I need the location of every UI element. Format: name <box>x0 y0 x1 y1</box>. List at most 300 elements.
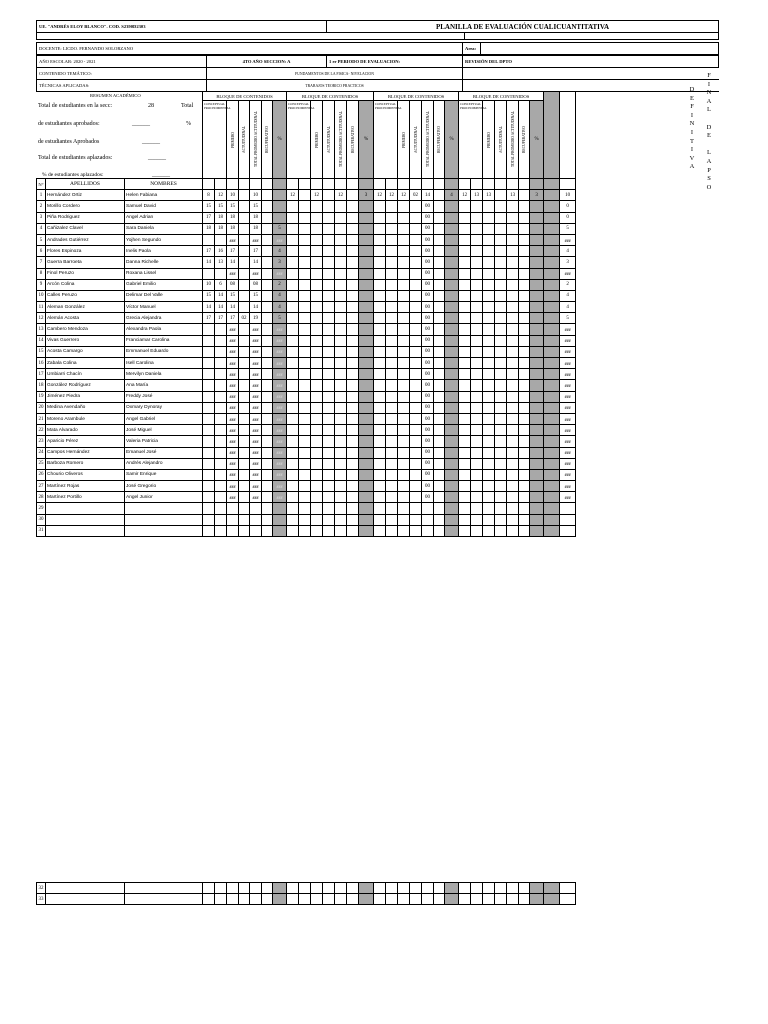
grade-cell[interactable]: 00 <box>422 402 434 413</box>
grade-cell[interactable] <box>434 313 445 324</box>
grade-cell[interactable] <box>323 380 335 391</box>
grade-cell[interactable] <box>374 358 386 369</box>
grade-cell[interactable] <box>273 894 287 905</box>
grade-cell[interactable] <box>299 313 311 324</box>
grade-cell[interactable]: ### <box>227 469 239 480</box>
grade-cell[interactable] <box>239 223 250 234</box>
grade-cell[interactable] <box>347 391 359 402</box>
grade-cell[interactable] <box>347 894 359 905</box>
grade-cell[interactable] <box>459 469 471 480</box>
grade-cell[interactable]: 15 <box>215 201 227 212</box>
grade-cell[interactable] <box>239 302 250 313</box>
grade-cell[interactable] <box>398 402 410 413</box>
student-name[interactable]: Mervilyn Daniela <box>125 369 203 380</box>
final-grade-cell[interactable]: ### <box>560 380 576 391</box>
grade-cell[interactable] <box>459 246 471 257</box>
grade-cell[interactable] <box>262 436 273 447</box>
grade-cell[interactable] <box>323 335 335 346</box>
grade-cell[interactable] <box>434 402 445 413</box>
grade-cell[interactable]: ### <box>250 458 262 469</box>
grade-cell[interactable] <box>386 369 398 380</box>
grade-cell[interactable] <box>323 436 335 447</box>
grade-cell[interactable] <box>507 458 519 469</box>
student-name[interactable]: Víctor Manuel <box>125 302 203 313</box>
grade-cell[interactable] <box>215 369 227 380</box>
grade-cell[interactable] <box>422 894 434 905</box>
grade-cell[interactable] <box>347 223 359 234</box>
grade-cell[interactable] <box>483 481 495 492</box>
grade-cell[interactable] <box>215 447 227 458</box>
grade-cell[interactable] <box>374 302 386 313</box>
grade-cell[interactable] <box>347 369 359 380</box>
grade-cell[interactable] <box>471 425 483 436</box>
grade-cell[interactable] <box>311 514 323 525</box>
grade-cell[interactable]: 00 <box>422 212 434 223</box>
grade-cell[interactable] <box>262 447 273 458</box>
grade-cell[interactable]: 12 <box>215 190 227 201</box>
grade-cell[interactable] <box>299 883 311 894</box>
grade-cell[interactable] <box>347 190 359 201</box>
grade-cell[interactable]: ### <box>250 481 262 492</box>
grade-cell[interactable] <box>215 391 227 402</box>
grade-cell[interactable] <box>519 346 530 357</box>
grade-cell[interactable] <box>495 279 507 290</box>
grade-cell[interactable] <box>335 402 347 413</box>
grade-cell[interactable]: 00 <box>422 290 434 301</box>
grade-cell[interactable] <box>507 503 519 514</box>
student-name[interactable] <box>125 525 203 536</box>
grade-cell[interactable] <box>422 883 434 894</box>
grade-cell[interactable] <box>299 335 311 346</box>
grade-cell[interactable] <box>239 391 250 402</box>
student-surname[interactable]: Umbiarri Chacín <box>46 369 125 380</box>
student-surname[interactable]: Andrades Gutiérrez <box>46 234 125 245</box>
grade-cell[interactable] <box>398 290 410 301</box>
grade-cell[interactable] <box>398 223 410 234</box>
grade-cell[interactable] <box>323 324 335 335</box>
grade-cell[interactable] <box>239 268 250 279</box>
final-grade-cell[interactable]: ### <box>560 369 576 380</box>
student-name[interactable]: Isell Carolina <box>125 358 203 369</box>
grade-cell[interactable] <box>299 346 311 357</box>
grade-cell[interactable]: ### <box>227 425 239 436</box>
grade-cell[interactable]: 15 <box>227 290 239 301</box>
grade-cell[interactable] <box>311 894 323 905</box>
grade-cell[interactable] <box>239 212 250 223</box>
grade-cell[interactable] <box>347 290 359 301</box>
final-grade-cell[interactable]: 4 <box>560 290 576 301</box>
grade-cell[interactable] <box>410 201 422 212</box>
grade-cell[interactable] <box>519 447 530 458</box>
grade-cell[interactable] <box>507 257 519 268</box>
grade-cell[interactable] <box>311 335 323 346</box>
grade-cell[interactable] <box>262 481 273 492</box>
grade-cell[interactable] <box>459 313 471 324</box>
grade-cell[interactable] <box>495 525 507 536</box>
grade-cell[interactable]: 15 <box>203 290 215 301</box>
grade-cell[interactable] <box>299 279 311 290</box>
grade-cell[interactable] <box>262 469 273 480</box>
grade-cell[interactable]: 00 <box>422 413 434 424</box>
student-surname[interactable]: Cambero Mendoza <box>46 324 125 335</box>
grade-cell[interactable] <box>323 391 335 402</box>
grade-cell[interactable] <box>239 246 250 257</box>
grade-cell[interactable]: 02 <box>239 313 250 324</box>
grade-cell[interactable] <box>335 883 347 894</box>
grade-cell[interactable] <box>495 201 507 212</box>
grade-cell[interactable] <box>459 212 471 223</box>
grade-cell[interactable]: 00 <box>422 257 434 268</box>
grade-cell[interactable] <box>347 257 359 268</box>
grade-cell[interactable] <box>519 324 530 335</box>
student-surname[interactable]: Martínez Rojas <box>46 481 125 492</box>
grade-cell[interactable] <box>434 525 445 536</box>
grade-cell[interactable]: 12 <box>311 190 323 201</box>
grade-cell[interactable] <box>471 268 483 279</box>
grade-cell[interactable]: ### <box>250 447 262 458</box>
grade-cell[interactable] <box>374 369 386 380</box>
grade-cell[interactable] <box>495 481 507 492</box>
grade-cell[interactable] <box>519 503 530 514</box>
grade-cell[interactable] <box>215 436 227 447</box>
grade-cell[interactable] <box>239 447 250 458</box>
grade-cell[interactable] <box>530 894 544 905</box>
grade-cell[interactable] <box>374 257 386 268</box>
grade-cell[interactable] <box>262 458 273 469</box>
grade-cell[interactable] <box>483 413 495 424</box>
grade-cell[interactable] <box>386 402 398 413</box>
grade-cell[interactable] <box>519 279 530 290</box>
grade-cell[interactable] <box>374 391 386 402</box>
grade-cell[interactable] <box>250 503 262 514</box>
grade-cell[interactable] <box>239 481 250 492</box>
grade-cell[interactable] <box>471 436 483 447</box>
grade-cell[interactable] <box>347 302 359 313</box>
grade-cell[interactable] <box>262 514 273 525</box>
grade-cell[interactable] <box>495 436 507 447</box>
grade-cell[interactable] <box>239 883 250 894</box>
grade-cell[interactable] <box>323 234 335 245</box>
grade-cell[interactable] <box>410 402 422 413</box>
grade-cell[interactable]: 14 <box>203 257 215 268</box>
grade-cell[interactable] <box>311 302 323 313</box>
grade-cell[interactable] <box>323 492 335 503</box>
final-grade-cell[interactable] <box>560 514 576 525</box>
grade-cell[interactable] <box>299 425 311 436</box>
grade-cell[interactable] <box>311 883 323 894</box>
grade-cell[interactable] <box>507 268 519 279</box>
grade-cell[interactable] <box>459 324 471 335</box>
grade-cell[interactable] <box>386 503 398 514</box>
grade-cell[interactable] <box>459 503 471 514</box>
grade-cell[interactable] <box>215 346 227 357</box>
student-name[interactable] <box>125 503 203 514</box>
grade-cell[interactable]: 12 <box>386 190 398 201</box>
grade-cell[interactable] <box>374 324 386 335</box>
grade-cell[interactable] <box>299 436 311 447</box>
grade-cell[interactable] <box>434 380 445 391</box>
grade-cell[interactable] <box>374 313 386 324</box>
grade-cell[interactable] <box>434 458 445 469</box>
grade-cell[interactable]: 15 <box>250 201 262 212</box>
grade-cell[interactable] <box>287 358 299 369</box>
grade-cell[interactable] <box>471 894 483 905</box>
grade-cell[interactable] <box>323 290 335 301</box>
grade-cell[interactable] <box>471 525 483 536</box>
grade-cell[interactable] <box>287 302 299 313</box>
grade-cell[interactable] <box>410 257 422 268</box>
student-name[interactable]: Alexandra Paola <box>125 324 203 335</box>
grade-cell[interactable] <box>386 246 398 257</box>
student-surname[interactable] <box>46 514 125 525</box>
grade-cell[interactable] <box>347 447 359 458</box>
grade-cell[interactable]: 6 <box>215 279 227 290</box>
grade-cell[interactable] <box>239 346 250 357</box>
grade-cell[interactable] <box>299 246 311 257</box>
grade-cell[interactable] <box>495 246 507 257</box>
grade-cell[interactable] <box>434 413 445 424</box>
grade-cell[interactable] <box>299 894 311 905</box>
grade-cell[interactable] <box>374 492 386 503</box>
grade-cell[interactable] <box>311 290 323 301</box>
grade-cell[interactable] <box>560 894 576 905</box>
grade-cell[interactable] <box>239 425 250 436</box>
grade-cell[interactable] <box>239 380 250 391</box>
grade-cell[interactable] <box>386 279 398 290</box>
grade-cell[interactable] <box>262 503 273 514</box>
grade-cell[interactable] <box>507 212 519 223</box>
grade-cell[interactable] <box>495 324 507 335</box>
grade-cell[interactable] <box>203 402 215 413</box>
grade-cell[interactable] <box>434 223 445 234</box>
grade-cell[interactable]: 08 <box>227 279 239 290</box>
grade-cell[interactable] <box>483 525 495 536</box>
grade-cell[interactable]: ### <box>250 346 262 357</box>
grade-cell[interactable] <box>386 335 398 346</box>
grade-cell[interactable]: ### <box>250 268 262 279</box>
final-grade-cell[interactable]: 4 <box>560 246 576 257</box>
grade-cell[interactable] <box>434 358 445 369</box>
student-surname[interactable]: González Rodríguez <box>46 380 125 391</box>
grade-cell[interactable]: 00 <box>422 447 434 458</box>
grade-cell[interactable]: 14 <box>422 190 434 201</box>
grade-cell[interactable] <box>410 279 422 290</box>
grade-cell[interactable] <box>215 458 227 469</box>
grade-cell[interactable]: 17 <box>227 313 239 324</box>
grade-cell[interactable] <box>215 525 227 536</box>
grade-cell[interactable] <box>483 883 495 894</box>
grade-cell[interactable]: ### <box>227 447 239 458</box>
grade-cell[interactable] <box>410 234 422 245</box>
student-name[interactable]: Inelis Paola <box>125 246 203 257</box>
grade-cell[interactable] <box>287 324 299 335</box>
grade-cell[interactable] <box>483 313 495 324</box>
grade-cell[interactable] <box>471 469 483 480</box>
grade-cell[interactable] <box>507 358 519 369</box>
grade-cell[interactable] <box>519 425 530 436</box>
grade-cell[interactable] <box>311 246 323 257</box>
grade-cell[interactable] <box>299 201 311 212</box>
student-surname[interactable]: Chourio Oliveros <box>46 469 125 480</box>
grade-cell[interactable] <box>507 246 519 257</box>
grade-cell[interactable] <box>359 894 374 905</box>
grade-cell[interactable] <box>374 335 386 346</box>
grade-cell[interactable] <box>386 469 398 480</box>
grade-cell[interactable] <box>215 234 227 245</box>
grade-cell[interactable] <box>495 369 507 380</box>
grade-cell[interactable] <box>335 358 347 369</box>
grade-cell[interactable] <box>299 391 311 402</box>
grade-cell[interactable] <box>507 290 519 301</box>
grade-cell[interactable] <box>215 492 227 503</box>
grade-cell[interactable] <box>519 212 530 223</box>
final-grade-cell[interactable]: 10 <box>560 190 576 201</box>
grade-cell[interactable] <box>347 525 359 536</box>
grade-cell[interactable]: 13 <box>483 190 495 201</box>
summary-failed-pct-blank[interactable]: ______ <box>152 172 170 178</box>
grade-cell[interactable]: 17 <box>227 246 239 257</box>
grade-cell[interactable] <box>410 246 422 257</box>
grade-cell[interactable] <box>311 268 323 279</box>
grade-cell[interactable] <box>239 402 250 413</box>
grade-cell[interactable] <box>239 201 250 212</box>
student-name[interactable]: Angel Adrian <box>125 212 203 223</box>
student-name[interactable]: Angel Gabriel <box>125 413 203 424</box>
grade-cell[interactable] <box>410 212 422 223</box>
grade-cell[interactable] <box>347 313 359 324</box>
grade-cell[interactable]: 00 <box>422 369 434 380</box>
grade-cell[interactable] <box>323 268 335 279</box>
student-name[interactable]: Roxana Lissel <box>125 268 203 279</box>
grade-cell[interactable] <box>299 447 311 458</box>
grade-cell[interactable] <box>287 447 299 458</box>
student-surname[interactable]: Jiménez Piedra <box>46 391 125 402</box>
grade-cell[interactable] <box>215 503 227 514</box>
grade-cell[interactable]: 00 <box>422 268 434 279</box>
grade-cell[interactable] <box>410 413 422 424</box>
grade-cell[interactable]: ### <box>250 380 262 391</box>
grade-cell[interactable] <box>335 492 347 503</box>
grade-cell[interactable] <box>262 358 273 369</box>
grade-cell[interactable] <box>386 514 398 525</box>
grade-cell[interactable] <box>203 503 215 514</box>
student-surname[interactable]: Medina Avendaño <box>46 402 125 413</box>
grade-cell[interactable] <box>410 268 422 279</box>
grade-cell[interactable] <box>287 503 299 514</box>
grade-cell[interactable] <box>434 469 445 480</box>
grade-cell[interactable] <box>410 391 422 402</box>
grade-cell[interactable] <box>335 324 347 335</box>
grade-cell[interactable]: 12 <box>374 190 386 201</box>
grade-cell[interactable] <box>287 380 299 391</box>
grade-cell[interactable]: ### <box>250 436 262 447</box>
grade-cell[interactable] <box>519 223 530 234</box>
grade-cell[interactable] <box>347 246 359 257</box>
grade-cell[interactable] <box>495 268 507 279</box>
grade-cell[interactable] <box>262 324 273 335</box>
student-surname[interactable] <box>46 503 125 514</box>
grade-cell[interactable] <box>323 481 335 492</box>
grade-cell[interactable] <box>335 201 347 212</box>
grade-cell[interactable] <box>471 492 483 503</box>
grade-cell[interactable] <box>311 223 323 234</box>
grade-cell[interactable] <box>519 402 530 413</box>
student-surname[interactable]: Flores Espinoza <box>46 246 125 257</box>
grade-cell[interactable] <box>410 346 422 357</box>
grade-cell[interactable] <box>445 883 459 894</box>
grade-cell[interactable] <box>262 894 273 905</box>
grade-cell[interactable] <box>483 346 495 357</box>
grade-cell[interactable] <box>483 402 495 413</box>
grade-cell[interactable] <box>374 447 386 458</box>
grade-cell[interactable] <box>203 413 215 424</box>
grade-cell[interactable] <box>203 391 215 402</box>
grade-cell[interactable] <box>410 302 422 313</box>
grade-cell[interactable] <box>287 894 299 905</box>
grade-cell[interactable] <box>483 246 495 257</box>
grade-cell[interactable] <box>507 436 519 447</box>
grade-cell[interactable] <box>398 481 410 492</box>
grade-cell[interactable] <box>46 883 125 894</box>
grade-cell[interactable] <box>434 503 445 514</box>
grade-cell[interactable]: 00 <box>422 246 434 257</box>
grade-cell[interactable] <box>386 324 398 335</box>
grade-cell[interactable] <box>434 492 445 503</box>
grade-cell[interactable] <box>398 425 410 436</box>
grade-cell[interactable] <box>347 279 359 290</box>
grade-cell[interactable] <box>335 246 347 257</box>
grade-cell[interactable] <box>262 883 273 894</box>
student-name[interactable]: Ana María <box>125 380 203 391</box>
grade-cell[interactable] <box>374 469 386 480</box>
grade-cell[interactable] <box>398 369 410 380</box>
grade-cell[interactable] <box>203 525 215 536</box>
grade-cell[interactable] <box>519 369 530 380</box>
grade-cell[interactable] <box>374 290 386 301</box>
grade-cell[interactable] <box>519 413 530 424</box>
grade-cell[interactable] <box>262 190 273 201</box>
grade-cell[interactable]: 00 <box>422 436 434 447</box>
grade-cell[interactable] <box>398 268 410 279</box>
grade-cell[interactable] <box>459 201 471 212</box>
grade-cell[interactable] <box>483 894 495 905</box>
student-surname[interactable]: Finol Peruzo <box>46 268 125 279</box>
grade-cell[interactable] <box>398 324 410 335</box>
grade-cell[interactable]: 17 <box>203 246 215 257</box>
student-name[interactable]: Helen Fabiana <box>125 190 203 201</box>
grade-cell[interactable]: 00 <box>422 358 434 369</box>
grade-cell[interactable] <box>203 346 215 357</box>
grade-cell[interactable] <box>311 380 323 391</box>
grade-cell[interactable] <box>398 234 410 245</box>
grade-cell[interactable] <box>544 883 560 894</box>
grade-cell[interactable] <box>519 358 530 369</box>
student-surname[interactable]: Moreno Arambule <box>46 413 125 424</box>
grade-cell[interactable] <box>386 257 398 268</box>
grade-cell[interactable] <box>323 246 335 257</box>
grade-cell[interactable] <box>410 481 422 492</box>
grade-cell[interactable] <box>311 324 323 335</box>
grade-cell[interactable]: ### <box>250 234 262 245</box>
grade-cell[interactable] <box>262 234 273 245</box>
student-surname[interactable]: Aparicio Pérez <box>46 436 125 447</box>
grade-cell[interactable] <box>434 279 445 290</box>
grade-cell[interactable] <box>239 525 250 536</box>
grade-cell[interactable] <box>398 894 410 905</box>
grade-cell[interactable] <box>519 313 530 324</box>
student-name[interactable]: Andrés Alejandro <box>125 458 203 469</box>
grade-cell[interactable] <box>434 302 445 313</box>
